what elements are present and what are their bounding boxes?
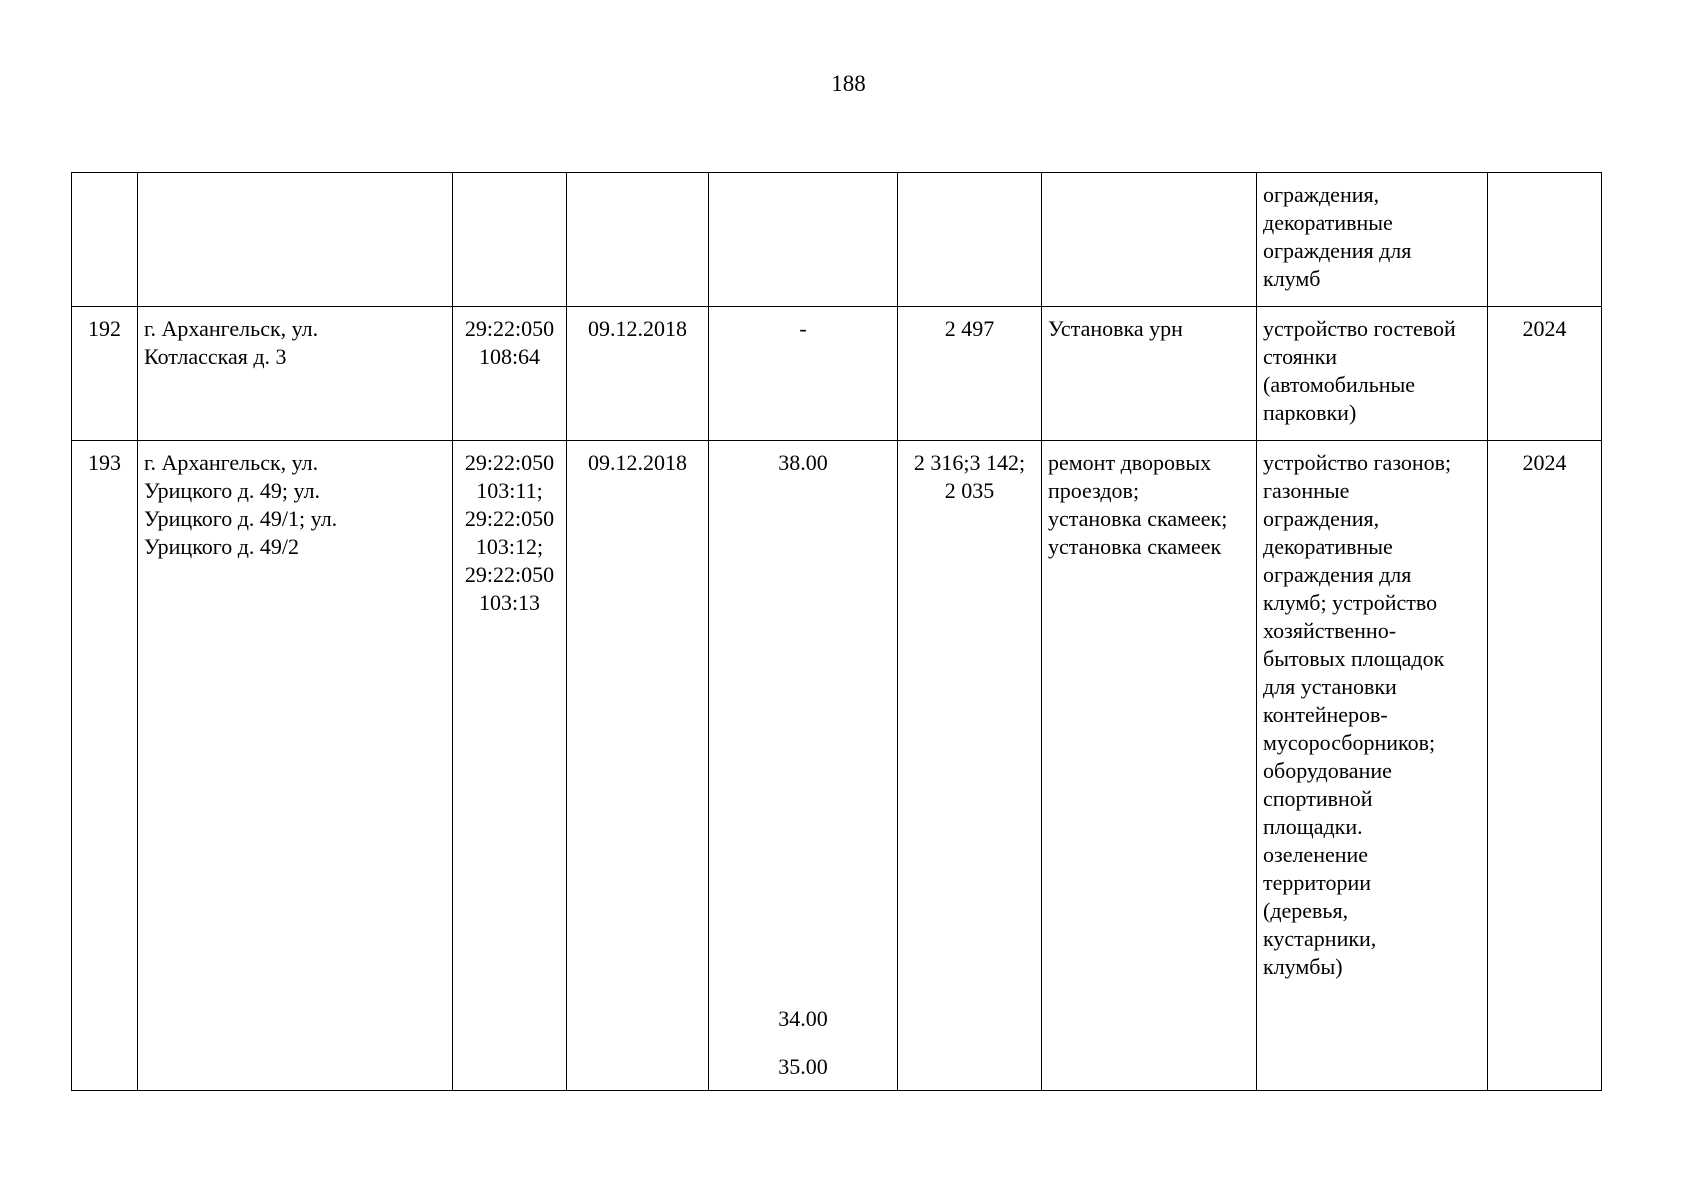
cell-min-works [1042,307,1257,441]
text-line: 29:22:050 [464,316,555,341]
text-line: мусоросборников; [1263,730,1436,755]
text-line: 29:22:050 [464,506,555,531]
area-value: 34.00 [778,1006,828,1031]
cell-number [72,173,138,307]
text-line: декоративные [1263,210,1393,235]
text-line: Урицкого д. 49/2 [144,534,300,559]
text-line: ограждения для [1263,238,1412,263]
cell-min-works [1042,173,1257,307]
courtyards-table [71,172,1602,1091]
text-line: стоянки [1263,344,1338,369]
cell-year: 2024 [1488,307,1602,441]
text-line: 103:12; [475,534,544,559]
area-value: 38.00 [778,450,828,475]
text-line: оборудование [1263,758,1392,783]
text-line: клумб [1263,266,1321,291]
text-line: декоративные [1263,534,1393,559]
text-line: 103:13 [478,590,541,615]
text-line: кустарники, [1263,926,1377,951]
text-line: Установка урн [1048,316,1183,341]
text-line: клумб; устройство [1263,590,1438,615]
cell-number: 193 [72,441,138,1091]
text-line: (автомобильные [1263,372,1416,397]
cell-houses-area [898,441,1042,1091]
cell-area [709,173,898,307]
cell-year [1488,173,1602,307]
text-line: контейнеров- [1263,702,1388,727]
table-row-192 [72,307,1602,441]
text-line: устройство гостевой [1263,316,1456,341]
text-line: 29:22:050 [464,562,555,587]
text-line: 29:22:050 [464,450,555,475]
cell-extra-works [1257,173,1488,307]
text-line: г. Архангельск, ул. [144,450,319,475]
text-line: проездов; [1048,478,1140,503]
cell-cadastral [453,441,567,1091]
text-line: ограждения для [1263,562,1412,587]
cell-address [138,441,453,1091]
text-line: 2 035 [944,478,995,503]
page-number: 188 [831,71,866,96]
cell-area [709,441,898,1091]
cell-houses-area [898,173,1042,307]
text-line: площадки. [1263,814,1363,839]
text-line: (деревья, [1263,898,1349,923]
text-line: Урицкого д. 49/1; ул. [144,506,338,531]
table-row-193 [72,441,1602,1091]
cell-cadastral [453,307,567,441]
cell-min-works [1042,441,1257,1091]
cell-year: 2024 [1488,441,1602,1091]
text-line: ремонт дворовых [1048,450,1212,475]
text-line: бытовых площадок [1263,646,1445,671]
text-line: территории [1263,870,1372,895]
cell-number: 192 [72,307,138,441]
text-line: 2 497 [944,316,995,341]
cell-houses-area [898,307,1042,441]
cell-date [567,173,709,307]
text-line: спортивной [1263,786,1373,811]
cell-extra-works [1257,307,1488,441]
cell-address [138,173,453,307]
text-line: - [799,316,807,341]
table-row-continuation [72,173,1602,307]
text-line: 103:11; [476,478,543,503]
text-line: установка скамеек [1048,534,1222,559]
text-line: устройство газонов; [1263,450,1452,475]
text-line: Котласская д. 3 [144,344,287,369]
text-line: парковки) [1263,400,1357,425]
cell-extra-works [1257,441,1488,1091]
text-line: Урицкого д. 49; ул. [144,478,321,503]
text-line: хозяйственно- [1263,618,1397,643]
text-line: ограждения, [1263,182,1380,207]
text-line: озеленение [1263,842,1369,867]
area-value: 35.00 [778,1054,828,1079]
cell-date: 09.12.2018 [567,441,709,1091]
text-line: ограждения, [1263,506,1380,531]
cell-date: 09.12.2018 [567,307,709,441]
text-line: 108:64 [478,344,541,369]
text-line: клумбы) [1263,954,1343,979]
cell-address [138,307,453,441]
text-line: г. Архангельск, ул. [144,316,319,341]
text-line: установка скамеек; [1048,506,1228,531]
text-line: газонные [1263,478,1350,503]
cell-cadastral [453,173,567,307]
text-line: 2 316;3 142; [913,450,1026,475]
text-line: для установки [1263,674,1397,699]
cell-area [709,307,898,441]
